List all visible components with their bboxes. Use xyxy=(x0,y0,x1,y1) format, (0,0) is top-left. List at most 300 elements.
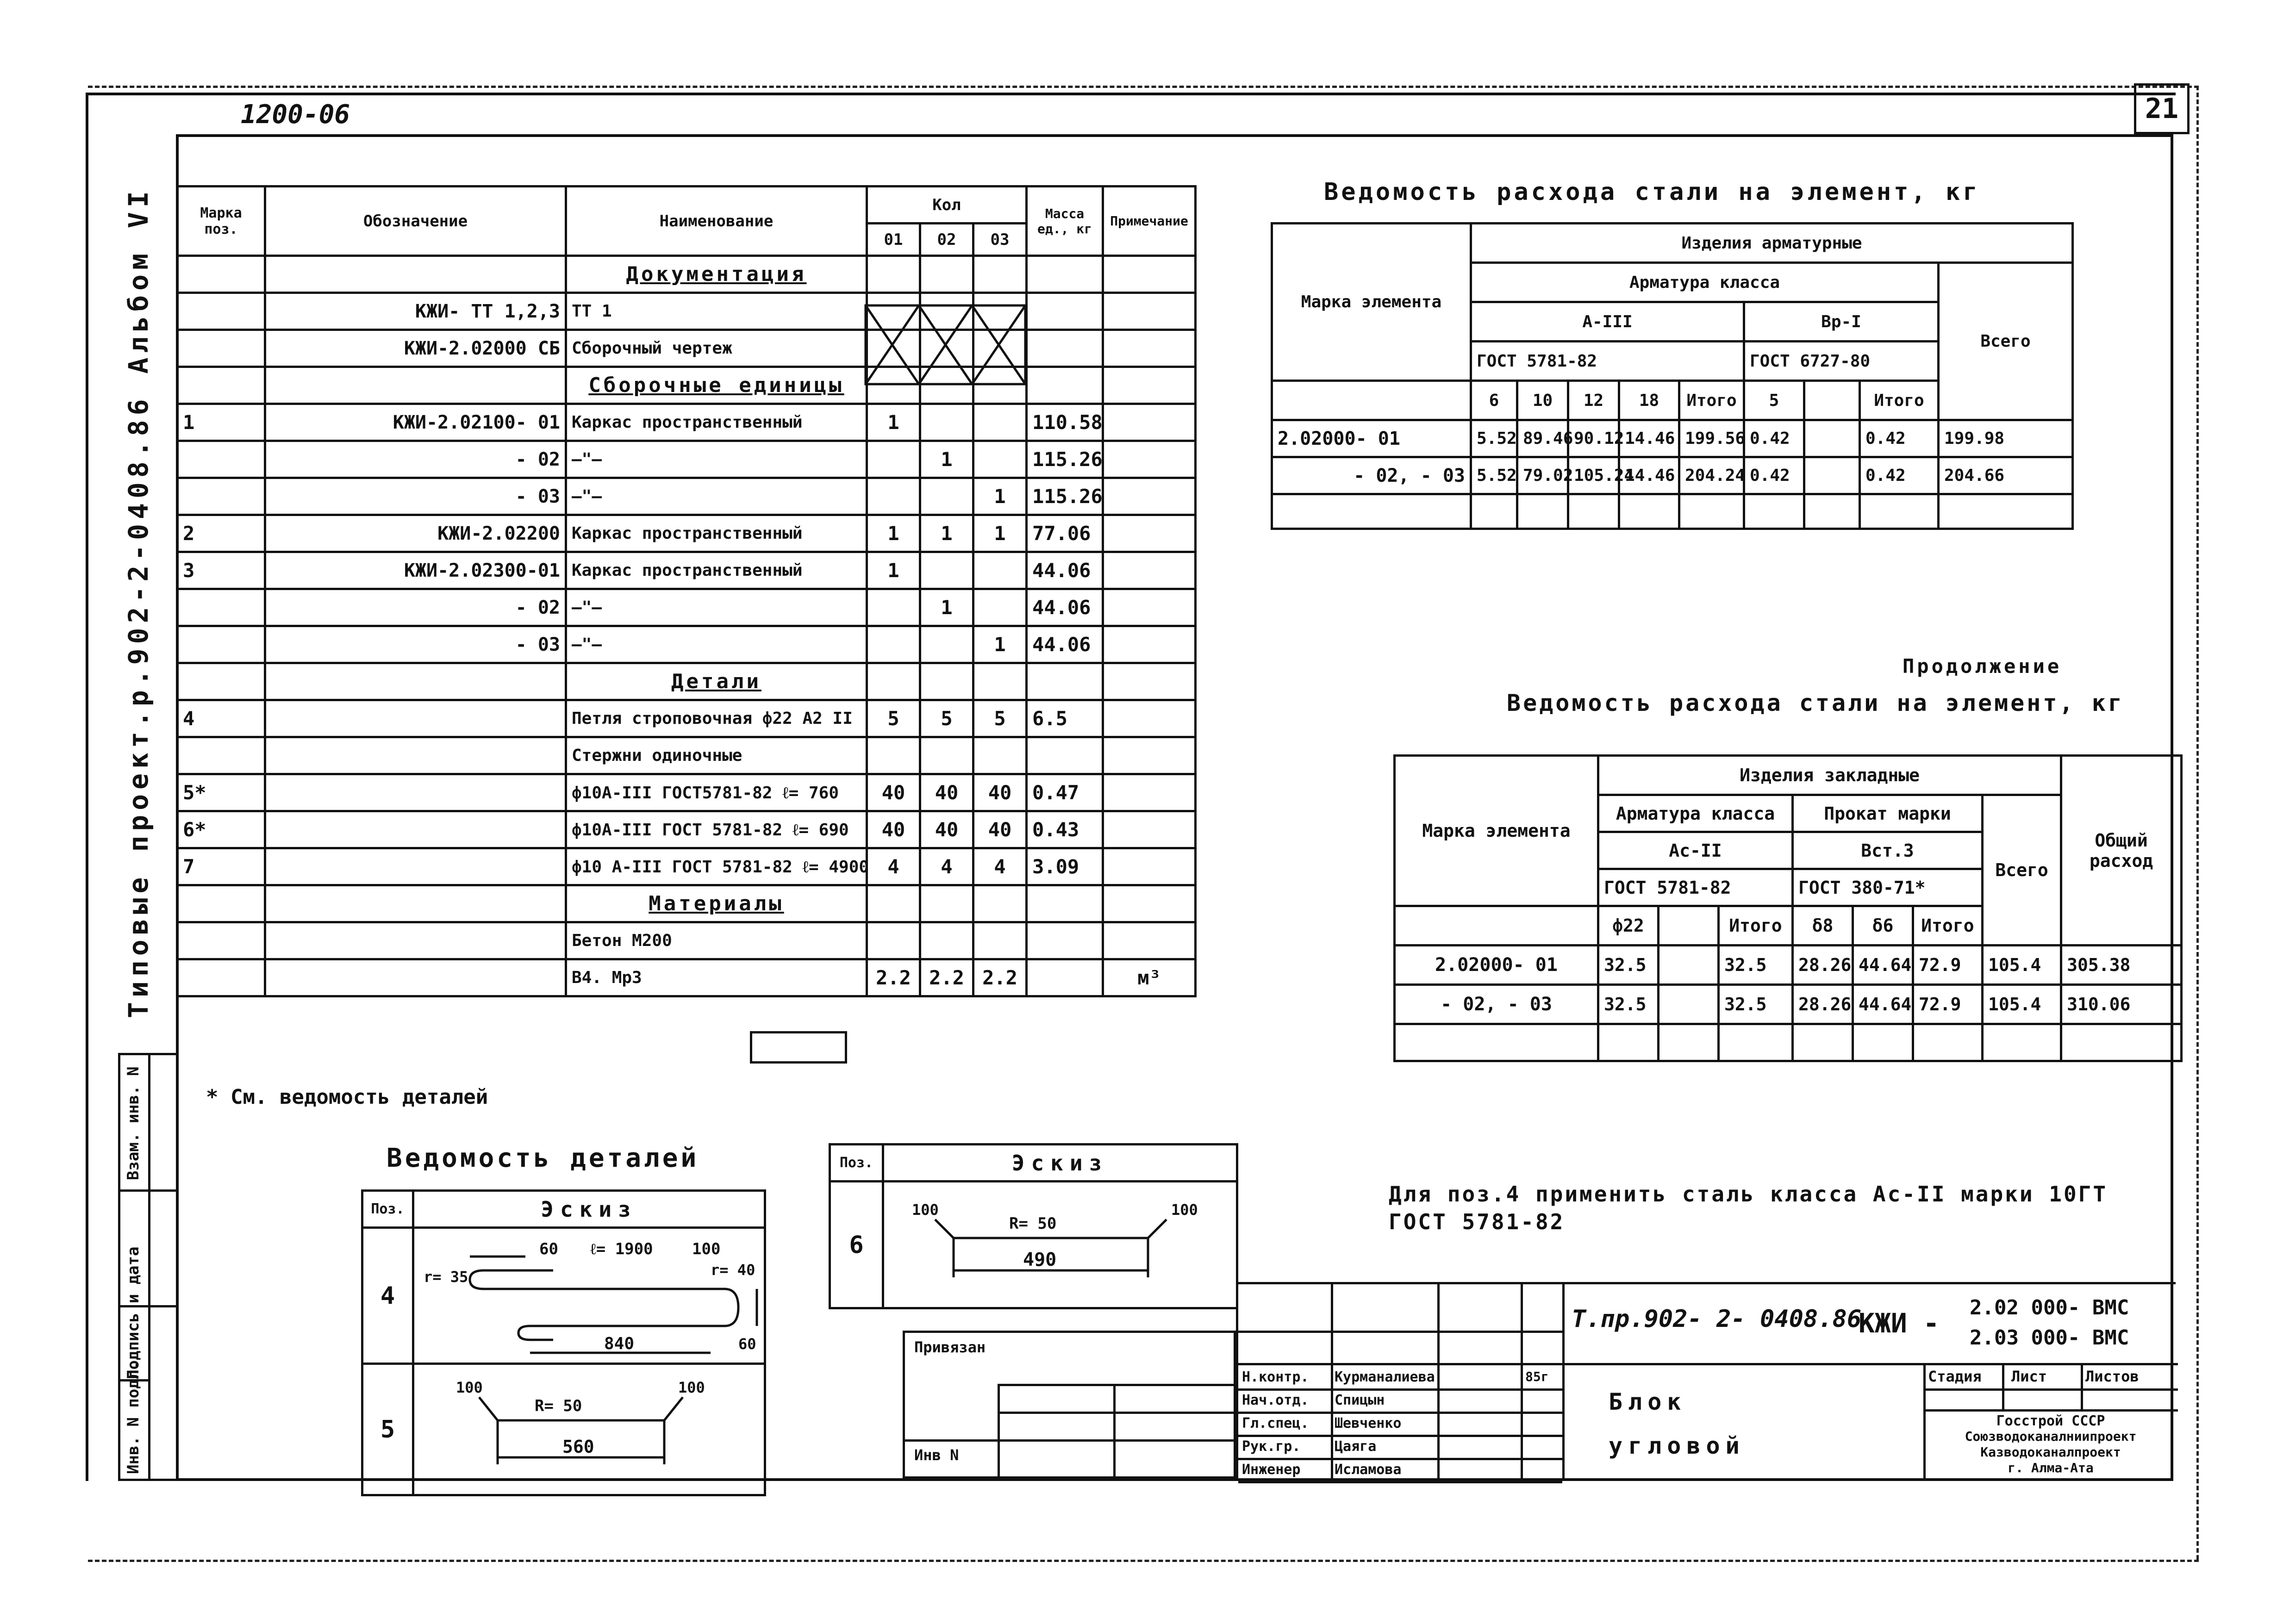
spec-cell-qty-02: 40 xyxy=(920,774,973,811)
spec-cell-designation: КЖИ-2.02200 xyxy=(265,515,566,552)
spec-cell-name: Стержни одиночные xyxy=(566,737,867,774)
spec-cell-mass: 44.06 xyxy=(1027,626,1103,663)
steel2-empty-cell xyxy=(1598,1024,1659,1061)
detail6-pos: 6 xyxy=(830,1182,883,1308)
spec-cell-mass xyxy=(1027,959,1103,996)
steel2-mark-header: Марка элемента xyxy=(1395,756,1598,906)
spec-header-row-1 xyxy=(177,187,1196,224)
spec-cell-name: —"— xyxy=(566,441,867,478)
spec-cell-qty-03: 2.2 xyxy=(973,959,1027,996)
spec-cell-designation xyxy=(265,885,566,922)
privyazan-block xyxy=(903,1331,1236,1479)
spec-cell-name: —"— xyxy=(566,478,867,515)
spec-cell-designation: - 02 xyxy=(265,589,566,626)
d6-a: 100 xyxy=(912,1201,939,1219)
spec-cell-mass xyxy=(1027,922,1103,959)
detail-pos-5: 5 xyxy=(362,1364,413,1495)
spec-cell-qty-03 xyxy=(973,885,1027,922)
spec-cell-name: ТТ 1 xyxy=(566,293,867,330)
spec-cell-qty-01 xyxy=(867,441,920,478)
steel1-title: Ведомость расхода стали на элемент, кг xyxy=(1324,178,1980,206)
steel2-cell: 310.06 xyxy=(2061,985,2182,1024)
spec-cell-qty-02: 40 xyxy=(920,811,973,848)
d5-a: 100 xyxy=(456,1379,483,1396)
spec-cell-qty-01: 1 xyxy=(867,552,920,589)
org-1: Госстрой СССР xyxy=(1996,1413,2105,1429)
spec-cell-pos: 3 xyxy=(177,552,265,589)
steel2-cell xyxy=(1659,985,1719,1024)
spec-cell-qty-03: 1 xyxy=(973,478,1027,515)
spec-cell-name: —"— xyxy=(566,589,867,626)
steel1-diam: 12 xyxy=(1568,381,1619,420)
steel2-sub: δ6 xyxy=(1853,906,1913,946)
person-role: Н.контр. xyxy=(1242,1369,1309,1385)
spec-cell-designation: КЖИ-2.02000 СБ xyxy=(265,330,566,367)
steel1-diam: 5 xyxy=(1744,381,1804,420)
spec-cell-pos xyxy=(177,256,265,293)
spec-cell-note xyxy=(1103,441,1196,478)
spec-cell-designation xyxy=(265,737,566,774)
list-label: Лист xyxy=(2011,1368,2047,1385)
spec-cell-mass xyxy=(1027,885,1103,922)
steel1-diam: 10 xyxy=(1517,381,1568,420)
spec-cell-designation xyxy=(265,663,566,700)
detail6-sketch-header: Эскиз xyxy=(883,1145,1237,1182)
steel1-diam: 18 xyxy=(1619,381,1679,420)
spec-cell-mass xyxy=(1027,737,1103,774)
spec-cell-mass: 44.06 xyxy=(1027,552,1103,589)
spec-row xyxy=(177,663,1196,700)
detail6-table xyxy=(829,1143,1238,1309)
code-2: 2.03 000- ВМС xyxy=(1970,1326,2129,1350)
steel1-cell: 2.02000- 01 xyxy=(1272,420,1471,457)
steel1-class-b: Вр-I xyxy=(1744,302,1939,342)
steel2-empty-cell xyxy=(2061,1024,2182,1061)
spec-cell-qty-03 xyxy=(973,404,1027,441)
spec-cell-note xyxy=(1103,922,1196,959)
d4-d: r= 40 xyxy=(711,1261,755,1279)
steel2-gost-b: ГОСТ 380-71* xyxy=(1793,869,1983,906)
spec-cell-pos xyxy=(177,737,265,774)
steel2-empty-cell xyxy=(1395,1024,1598,1061)
spec-cell-qty-01 xyxy=(867,589,920,626)
stamp-sign: Подпись и дата xyxy=(124,1246,143,1379)
spec-cell-mass: 0.43 xyxy=(1027,811,1103,848)
steel2-cell: 72.9 xyxy=(1913,946,1983,985)
spec-cell-qty-03: 5 xyxy=(973,700,1027,737)
steel2-cell: 28.26 xyxy=(1793,946,1853,985)
steel2-cont: Продолжение xyxy=(1903,655,2062,678)
details-title: Ведомость деталей xyxy=(387,1143,699,1173)
spec-cell-pos xyxy=(177,330,265,367)
people-row-line xyxy=(1238,1388,1562,1391)
spec-cell-note xyxy=(1103,515,1196,552)
sheet-number: 21 xyxy=(2134,83,2190,134)
detail-pos-4: 4 xyxy=(362,1228,413,1364)
spec-cell-note xyxy=(1103,478,1196,515)
detail-5-sketch xyxy=(414,1365,761,1490)
spec-cell-pos xyxy=(177,589,265,626)
person-extra: 85г xyxy=(1525,1369,1549,1384)
spec-cell-qty-03 xyxy=(973,922,1027,959)
steel2-gost-a: ГОСТ 5781-82 xyxy=(1598,869,1793,906)
spec-cell-note xyxy=(1103,330,1196,367)
spec-cell-qty-01 xyxy=(867,737,920,774)
spec-row xyxy=(177,441,1196,478)
d4-g: 60 xyxy=(738,1335,756,1353)
stamp-replace: Взам. инв. N xyxy=(124,1066,143,1180)
spec-cell-note: м³ xyxy=(1103,959,1196,996)
doc-code: Т.пр.902- 2- 0408.86 xyxy=(1572,1305,1862,1333)
spec-row xyxy=(177,589,1196,626)
people-row-line xyxy=(1238,1435,1562,1437)
org-2: Союзводоканалниипроект xyxy=(1965,1429,2137,1444)
privyazan-label: Привязан xyxy=(914,1338,986,1356)
spec-cell-pos xyxy=(177,959,265,996)
steel2-cell: 32.5 xyxy=(1719,946,1793,985)
steel1-total-header: Всего xyxy=(1939,263,2073,420)
spec-row xyxy=(177,774,1196,811)
steel1-blank xyxy=(1272,381,1471,420)
people-row-line xyxy=(1238,1481,1562,1483)
details-pos-header: Поз. xyxy=(362,1191,413,1228)
steel2-row xyxy=(1395,985,2182,1024)
stage-label: Стадия xyxy=(1928,1368,1982,1385)
spec-cell-note xyxy=(1103,552,1196,589)
steel2-sub: Итого xyxy=(1719,906,1793,946)
spec-cell-name: ф10 А-III ГОСТ 5781-82 ℓ= 4900 xyxy=(566,848,867,885)
trim-line-right xyxy=(2196,86,2199,1560)
spec-cell-mass xyxy=(1027,367,1103,404)
steel2-sub: Итого xyxy=(1913,906,1983,946)
person-name: Спицын xyxy=(1335,1392,1385,1408)
steel2-cell: 105.4 xyxy=(1983,985,2061,1024)
spec-cell-qty-02: 1 xyxy=(920,515,973,552)
spec-cell-designation: КЖИ-2.02300-01 xyxy=(265,552,566,589)
d6-c: 100 xyxy=(1171,1201,1198,1219)
spec-cell-qty-03: 40 xyxy=(973,774,1027,811)
steel2-empty-cell xyxy=(1983,1024,2061,1061)
steel2-cell: 72.9 xyxy=(1913,985,1983,1024)
spec-row xyxy=(177,552,1196,589)
spec-cell-qty-02: 1 xyxy=(920,589,973,626)
steel1-group: Изделия арматурные xyxy=(1471,224,2073,263)
steel1-row xyxy=(1272,457,2073,494)
spec-cell-note xyxy=(1103,404,1196,441)
spec-cell-pos xyxy=(177,626,265,663)
spec-cell-note xyxy=(1103,848,1196,885)
spec-cell-qty-02: 1 xyxy=(920,441,973,478)
spec-cell-qty-03 xyxy=(973,256,1027,293)
steel1-diam: Итого xyxy=(1679,381,1744,420)
spec-cell-qty-03: 40 xyxy=(973,811,1027,848)
lists-label: Листов xyxy=(2085,1368,2139,1385)
spec-cell-name: Каркас пространственный xyxy=(566,404,867,441)
steel1-cell: 204.24 xyxy=(1679,457,1744,494)
spec-cell-pos: 1 xyxy=(177,404,265,441)
spec-cell-mass: 77.06 xyxy=(1027,515,1103,552)
spec-cell-note xyxy=(1103,256,1196,293)
trim-line-top xyxy=(88,86,2199,88)
d4-f: 840 xyxy=(604,1334,635,1353)
steel2-sub: ф22 xyxy=(1598,906,1659,946)
steel1-cell: 79.02 xyxy=(1517,457,1568,494)
spec-cell-note xyxy=(1103,293,1196,330)
details-sketch-header: Эскиз xyxy=(413,1191,765,1228)
spec-cell-mass: 3.09 xyxy=(1027,848,1103,885)
spec-cell-qty-03 xyxy=(973,552,1027,589)
steel2-total: Всего xyxy=(1983,795,2061,946)
spec-cell-qty-02: 2.2 xyxy=(920,959,973,996)
steel2-arm-class: Арматура класса xyxy=(1598,795,1793,832)
spec-cell-name: Сборочные единицы xyxy=(566,367,867,404)
steel2-cell: 32.5 xyxy=(1719,985,1793,1024)
spec-row xyxy=(177,848,1196,885)
spec-row xyxy=(177,626,1196,663)
steel1-cell xyxy=(1804,420,1860,457)
person-role: Инженер xyxy=(1242,1462,1301,1478)
header-note: Примечание xyxy=(1103,187,1196,256)
spec-cell-mass: 110.58 xyxy=(1027,404,1103,441)
steel2-cell: 105.4 xyxy=(1983,946,2061,985)
header-q01: 01 xyxy=(867,224,920,256)
steel1-cell xyxy=(1804,457,1860,494)
steel2-cell: 32.5 xyxy=(1598,985,1659,1024)
spec-cell-qty-01: 2.2 xyxy=(867,959,920,996)
concrete-input-box xyxy=(750,1031,847,1064)
spec-cell-mass xyxy=(1027,256,1103,293)
stamp-inv: Инв. N подл. xyxy=(124,1360,143,1474)
cross-marks xyxy=(866,305,1025,384)
steel2-empty-cell xyxy=(1719,1024,1793,1061)
steel1-cell: 105.24 xyxy=(1568,457,1619,494)
spec-row xyxy=(177,330,1196,367)
steel1-empty-row xyxy=(1272,494,2073,529)
spec-cell-designation xyxy=(265,367,566,404)
spec-cell-qty-01: 5 xyxy=(867,700,920,737)
spec-cell-name: —"— xyxy=(566,626,867,663)
spec-cell-mass: 115.26 xyxy=(1027,441,1103,478)
steel1-empty-cell xyxy=(1471,494,1517,529)
steel1-cell: 0.42 xyxy=(1744,420,1804,457)
steel2-cell: 28.26 xyxy=(1793,985,1853,1024)
steel2-class-ac: Ас-II xyxy=(1598,832,1793,869)
detail-4-sketch xyxy=(414,1229,761,1358)
spec-row xyxy=(177,404,1196,441)
header-qty: Кол xyxy=(867,187,1027,224)
spec-cell-name: Петля строповочная ф22 A2 II xyxy=(566,700,867,737)
privyazan-inv: Инв N xyxy=(914,1446,959,1464)
steel2-body xyxy=(1395,946,2182,1061)
steel2-empty-cell xyxy=(1853,1024,1913,1061)
header-mark: Марка поз. xyxy=(177,187,265,256)
details-table xyxy=(361,1189,766,1496)
steel1-cell: 0.42 xyxy=(1860,457,1939,494)
note-text: Для поз.4 применить сталь класса Ас-II марки 10ГТ ГОСТ 5781-82 xyxy=(1389,1182,2108,1234)
spec-cell-note xyxy=(1103,885,1196,922)
d4-a: 60 xyxy=(539,1240,558,1258)
spec-cell-qty-01 xyxy=(867,478,920,515)
header-name: Наименование xyxy=(566,187,867,256)
spec-cell-note xyxy=(1103,626,1196,663)
spec-cell-mass: 0.47 xyxy=(1027,774,1103,811)
spec-row xyxy=(177,478,1196,515)
spec-cell-designation xyxy=(265,811,566,848)
steel1-cell: - 02, - 03 xyxy=(1272,457,1471,494)
spec-cell-name: В4. Мр3 xyxy=(566,959,867,996)
spec-row xyxy=(177,959,1196,996)
spec-row xyxy=(177,700,1196,737)
spec-cell-mass xyxy=(1027,293,1103,330)
org-4: г. Алма-Ата xyxy=(2008,1460,2094,1475)
d5-c: 100 xyxy=(678,1379,705,1396)
steel2-cell xyxy=(1659,946,1719,985)
title-block xyxy=(1236,1282,2176,1481)
spec-cell-note xyxy=(1103,811,1196,848)
spec-row xyxy=(177,256,1196,293)
spec-cell-qty-03 xyxy=(973,663,1027,700)
spec-cell-pos xyxy=(177,367,265,404)
spec-cell-qty-02 xyxy=(920,404,973,441)
steel1-empty-cell xyxy=(1939,494,2073,529)
kzhi-label: КЖИ - xyxy=(1859,1307,1940,1339)
steel2-cell: 32.5 xyxy=(1598,946,1659,985)
spec-cell-pos: 4 xyxy=(177,700,265,737)
steel2-empty-row xyxy=(1395,1024,2182,1061)
steel2-cell: 305.38 xyxy=(2061,946,2182,985)
spec-cell-qty-02 xyxy=(920,478,973,515)
code-1: 2.02 000- ВМС xyxy=(1970,1296,2129,1319)
spec-cell-pos xyxy=(177,478,265,515)
spec-cell-designation xyxy=(265,256,566,293)
steel2-title: Ведомость расхода стали на элемент, кг xyxy=(1507,690,2124,716)
person-name: Шевченко xyxy=(1335,1415,1402,1431)
spec-footnote: * См. ведомость деталей xyxy=(206,1085,488,1109)
spec-cell-qty-02 xyxy=(920,885,973,922)
spec-cell-designation: - 03 xyxy=(265,478,566,515)
spec-cell-pos xyxy=(177,663,265,700)
steel2-empty-cell xyxy=(1913,1024,1983,1061)
steel1-cell: 89.46 xyxy=(1517,420,1568,457)
steel2-empty-cell xyxy=(1659,1024,1719,1061)
steel1-empty-cell xyxy=(1744,494,1804,529)
spec-cell-note xyxy=(1103,367,1196,404)
top-code: 1200-06 xyxy=(241,100,350,130)
spec-cell-qty-02 xyxy=(920,256,973,293)
trim-line-bottom xyxy=(88,1560,2199,1562)
spec-cell-qty-01 xyxy=(867,663,920,700)
spec-row xyxy=(177,922,1196,959)
d6-d: 490 xyxy=(1023,1249,1057,1270)
steel1-gost-a: ГОСТ 5781-82 xyxy=(1471,342,1744,381)
spec-cell-qty-02 xyxy=(920,737,973,774)
spec-cell-designation xyxy=(265,848,566,885)
steel2-cell: 44.64 xyxy=(1853,985,1913,1024)
steel1-cell: 0.42 xyxy=(1744,457,1804,494)
steel2-prokat: Прокат марки xyxy=(1793,795,1983,832)
spec-row xyxy=(177,885,1196,922)
steel2-table xyxy=(1393,754,2183,1062)
spec-cell-name: Бетон М200 xyxy=(566,922,867,959)
steel1-cell: 5.52 xyxy=(1471,457,1517,494)
spec-cell-name: Сборочный чертеж xyxy=(566,330,867,367)
spec-cell-mass: 115.26 xyxy=(1027,478,1103,515)
spec-cell-note xyxy=(1103,589,1196,626)
spec-cell-designation: КЖИ-2.02100- 01 xyxy=(265,404,566,441)
spec-cell-qty-02 xyxy=(920,626,973,663)
person-name: Цаяга xyxy=(1335,1438,1377,1455)
header-q02: 02 xyxy=(920,224,973,256)
spec-cell-pos: 6* xyxy=(177,811,265,848)
header-mass: Масса ед., кг xyxy=(1027,187,1103,256)
spec-cell-name: ф10А-III ГОСТ5781-82 ℓ= 760 xyxy=(566,774,867,811)
spec-cell-pos: 2 xyxy=(177,515,265,552)
spec-cell-qty-03 xyxy=(973,589,1027,626)
steel1-cell: 199.98 xyxy=(1939,420,2073,457)
spec-cell-qty-03 xyxy=(973,737,1027,774)
steel1-cell: 199.56 xyxy=(1679,420,1744,457)
spec-cell-qty-01: 1 xyxy=(867,404,920,441)
steel2-cell: 2.02000- 01 xyxy=(1395,946,1598,985)
steel1-empty-cell xyxy=(1568,494,1619,529)
steel2-sub xyxy=(1659,906,1719,946)
people-row-line xyxy=(1238,1458,1562,1460)
d4-b: ℓ= 1900 xyxy=(590,1240,653,1258)
steel1-diam xyxy=(1804,381,1860,420)
steel1-empty-cell xyxy=(1679,494,1744,529)
person-name: Исламова xyxy=(1335,1462,1402,1478)
object-name-1: Блок xyxy=(1609,1388,1687,1415)
spec-cell-designation xyxy=(265,774,566,811)
spec-cell-name: Документация xyxy=(566,256,867,293)
d6-b: R= 50 xyxy=(1009,1214,1057,1233)
people-row-line xyxy=(1238,1412,1562,1414)
spec-cell-pos xyxy=(177,441,265,478)
header-q03: 03 xyxy=(973,224,1027,256)
org-3: Казводоканалпроект xyxy=(1980,1444,2121,1460)
steel1-cell: 90.12 xyxy=(1568,420,1619,457)
spec-cell-mass: 6.5 xyxy=(1027,700,1103,737)
steel1-class-a: А-III xyxy=(1471,302,1744,342)
spec-cell-designation xyxy=(265,700,566,737)
steel2-vst: Вст.3 xyxy=(1793,832,1983,869)
spec-cell-name: Каркас пространственный xyxy=(566,552,867,589)
steel1-empty-cell xyxy=(1804,494,1860,529)
person-name: Курманалиева xyxy=(1335,1369,1435,1385)
spec-row xyxy=(177,811,1196,848)
steel1-cell: 0.42 xyxy=(1860,420,1939,457)
steel2-cell: 44.64 xyxy=(1853,946,1913,985)
spec-cell-pos xyxy=(177,293,265,330)
spec-cell-designation: КЖИ- ТТ 1,2,3 xyxy=(265,293,566,330)
spec-cell-name: Материалы xyxy=(566,885,867,922)
person-role: Нач.отд. xyxy=(1242,1392,1309,1408)
spec-cell-qty-01 xyxy=(867,626,920,663)
spec-cell-pos xyxy=(177,885,265,922)
spec-cell-qty-01: 4 xyxy=(867,848,920,885)
spec-cell-note xyxy=(1103,700,1196,737)
d5-d: 560 xyxy=(562,1437,594,1457)
steel1-cell: 204.66 xyxy=(1939,457,2073,494)
steel2-group: Изделия закладные xyxy=(1598,756,2061,795)
steel1-cell: 14.46 xyxy=(1619,457,1679,494)
steel2-overall: Общий расход xyxy=(2061,756,2182,946)
steel1-cell: 14.46 xyxy=(1619,420,1679,457)
spec-cell-qty-03 xyxy=(973,441,1027,478)
spec-cell-qty-02 xyxy=(920,663,973,700)
spec-cell-mass: 44.06 xyxy=(1027,589,1103,626)
spec-cell-qty-01 xyxy=(867,256,920,293)
